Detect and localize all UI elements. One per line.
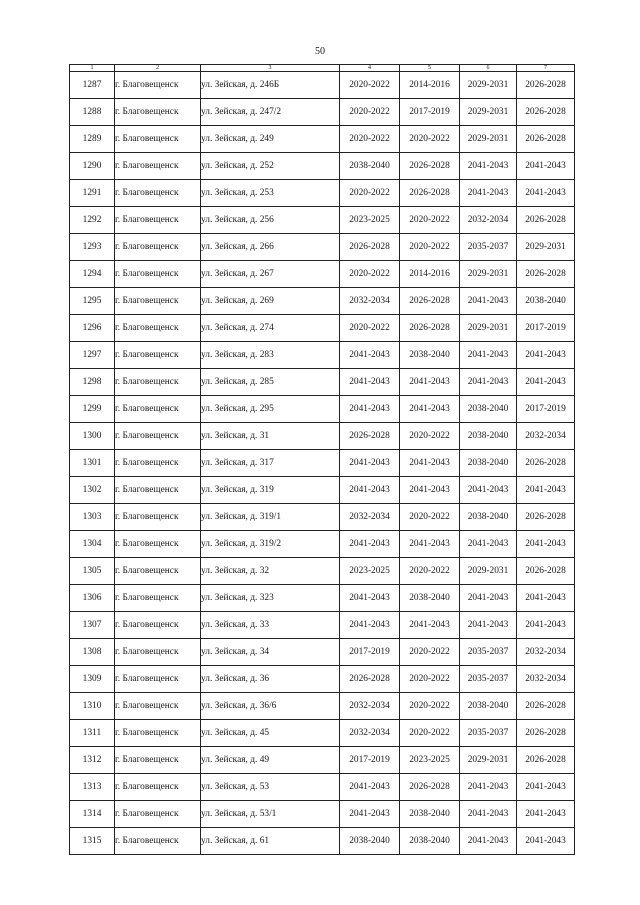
- period-col7: 2026-2028: [517, 126, 575, 153]
- settlement: г. Благовещенск: [115, 369, 201, 396]
- table-row: [70, 153, 575, 180]
- period-col7: 2041-2043: [517, 180, 575, 207]
- address: ул. Зейская, д. 247/2: [201, 99, 340, 126]
- period-col4: 2026-2028: [340, 666, 400, 693]
- settlement: г. Благовещенск: [115, 288, 201, 315]
- table-row: [70, 207, 575, 234]
- row-number: 1303: [70, 504, 115, 531]
- settlement: г. Благовещенск: [115, 72, 201, 99]
- period-col5: 2026-2028: [400, 153, 460, 180]
- period-col5: 2020-2022: [400, 423, 460, 450]
- period-col5: 2026-2028: [400, 180, 460, 207]
- settlement: г. Благовещенск: [115, 612, 201, 639]
- period-col7: 2026-2028: [517, 693, 575, 720]
- period-col5: 2041-2043: [400, 477, 460, 504]
- address: ул. Зейская, д. 252: [201, 153, 340, 180]
- period-col7: 2041-2043: [517, 801, 575, 828]
- period-col5: 2020-2022: [400, 666, 460, 693]
- period-col6: 2029-2031: [460, 747, 517, 774]
- period-col4: 2020-2022: [340, 180, 400, 207]
- row-number: 1288: [70, 99, 115, 126]
- settlement: г. Благовещенск: [115, 423, 201, 450]
- period-col7: 2026-2028: [517, 450, 575, 477]
- period-col5: 2026-2028: [400, 774, 460, 801]
- period-col6: 2029-2031: [460, 99, 517, 126]
- row-number: 1292: [70, 207, 115, 234]
- period-col4: 2032-2034: [340, 693, 400, 720]
- period-col6: 2038-2040: [460, 504, 517, 531]
- row-number: 1305: [70, 558, 115, 585]
- period-col5: 2014-2016: [400, 72, 460, 99]
- table-row: [70, 801, 575, 828]
- period-col4: 2020-2022: [340, 72, 400, 99]
- period-col7: 2026-2028: [517, 72, 575, 99]
- period-col7: 2026-2028: [517, 261, 575, 288]
- period-col5: 2020-2022: [400, 639, 460, 666]
- row-number: 1287: [70, 72, 115, 99]
- row-number: 1310: [70, 693, 115, 720]
- period-col6: 2038-2040: [460, 396, 517, 423]
- row-number: 1295: [70, 288, 115, 315]
- table-row: [70, 72, 575, 99]
- period-col4: 2041-2043: [340, 477, 400, 504]
- period-col7: 2026-2028: [517, 504, 575, 531]
- period-col4: 2041-2043: [340, 342, 400, 369]
- address: ул. Зейская, д. 33: [201, 612, 340, 639]
- period-col5: 2038-2040: [400, 801, 460, 828]
- column-header: 5: [400, 65, 460, 72]
- table-row: [70, 342, 575, 369]
- settlement: г. Благовещенск: [115, 747, 201, 774]
- row-number: 1311: [70, 720, 115, 747]
- row-number: 1304: [70, 531, 115, 558]
- period-col6: 2035-2037: [460, 720, 517, 747]
- table-row: [70, 180, 575, 207]
- settlement: г. Благовещенск: [115, 153, 201, 180]
- address: ул. Зейская, д. 49: [201, 747, 340, 774]
- table-row: [70, 612, 575, 639]
- period-col4: 2032-2034: [340, 720, 400, 747]
- settlement: г. Благовещенск: [115, 585, 201, 612]
- row-number: 1312: [70, 747, 115, 774]
- period-col7: 2026-2028: [517, 207, 575, 234]
- address: ул. Зейская, д. 36: [201, 666, 340, 693]
- period-col4: 2041-2043: [340, 612, 400, 639]
- table-row: [70, 774, 575, 801]
- column-header: 4: [340, 65, 400, 72]
- period-col6: 2041-2043: [460, 531, 517, 558]
- address: ул. Зейская, д. 274: [201, 315, 340, 342]
- settlement: г. Благовещенск: [115, 315, 201, 342]
- table-row: [70, 558, 575, 585]
- settlement: г. Благовещенск: [115, 666, 201, 693]
- column-header: 1: [70, 65, 115, 72]
- period-col5: 2041-2043: [400, 396, 460, 423]
- period-col4: 2038-2040: [340, 828, 400, 855]
- period-col5: 2020-2022: [400, 207, 460, 234]
- settlement: г. Благовещенск: [115, 342, 201, 369]
- period-col4: 2020-2022: [340, 315, 400, 342]
- settlement: г. Благовещенск: [115, 531, 201, 558]
- period-col6: 2029-2031: [460, 261, 517, 288]
- row-number: 1291: [70, 180, 115, 207]
- period-col4: 2017-2019: [340, 747, 400, 774]
- column-header: 3: [201, 65, 340, 72]
- table-row: [70, 720, 575, 747]
- period-col4: 2041-2043: [340, 531, 400, 558]
- column-number-row: [70, 65, 575, 72]
- settlement: г. Благовещенск: [115, 180, 201, 207]
- period-col7: 2032-2034: [517, 639, 575, 666]
- table-row: [70, 747, 575, 774]
- column-header: 2: [115, 65, 201, 72]
- settlement: г. Благовещенск: [115, 207, 201, 234]
- table-row: [70, 450, 575, 477]
- table-row: [70, 315, 575, 342]
- settlement: г. Благовещенск: [115, 828, 201, 855]
- table-row: [70, 693, 575, 720]
- settlement: г. Благовещенск: [115, 558, 201, 585]
- address: ул. Зейская, д. 45: [201, 720, 340, 747]
- table-row: [70, 828, 575, 855]
- settlement: г. Благовещенск: [115, 639, 201, 666]
- period-col6: 2041-2043: [460, 801, 517, 828]
- table-row: [70, 585, 575, 612]
- row-number: 1301: [70, 450, 115, 477]
- period-col4: 2032-2034: [340, 288, 400, 315]
- row-number: 1298: [70, 369, 115, 396]
- period-col6: 2038-2040: [460, 423, 517, 450]
- settlement: г. Благовещенск: [115, 99, 201, 126]
- period-col7: 2026-2028: [517, 747, 575, 774]
- address: ул. Зейская, д. 53: [201, 774, 340, 801]
- period-col5: 2014-2016: [400, 261, 460, 288]
- settlement: г. Благовещенск: [115, 450, 201, 477]
- period-col4: 2020-2022: [340, 99, 400, 126]
- row-number: 1290: [70, 153, 115, 180]
- period-col6: 2041-2043: [460, 828, 517, 855]
- period-col6: 2035-2037: [460, 639, 517, 666]
- row-number: 1299: [70, 396, 115, 423]
- settlement: г. Благовещенск: [115, 693, 201, 720]
- period-col4: 2038-2040: [340, 153, 400, 180]
- period-col6: 2038-2040: [460, 450, 517, 477]
- settlement: г. Благовещенск: [115, 720, 201, 747]
- period-col4: 2041-2043: [340, 396, 400, 423]
- table-row: [70, 126, 575, 153]
- address: ул. Зейская, д. 323: [201, 585, 340, 612]
- period-col6: 2029-2031: [460, 72, 517, 99]
- address: ул. Зейская, д. 249: [201, 126, 340, 153]
- period-col5: 2041-2043: [400, 531, 460, 558]
- period-col6: 2035-2037: [460, 666, 517, 693]
- row-number: 1309: [70, 666, 115, 693]
- period-col4: 2041-2043: [340, 774, 400, 801]
- address: ул. Зейская, д. 36/6: [201, 693, 340, 720]
- period-col4: 2032-2034: [340, 504, 400, 531]
- settlement: г. Благовещенск: [115, 774, 201, 801]
- period-col4: 2026-2028: [340, 234, 400, 261]
- period-col4: 2023-2025: [340, 558, 400, 585]
- period-col7: 2041-2043: [517, 774, 575, 801]
- period-col5: 2026-2028: [400, 288, 460, 315]
- address: ул. Зейская, д. 31: [201, 423, 340, 450]
- table-row: [70, 666, 575, 693]
- column-header: 7: [517, 65, 575, 72]
- period-col5: 2038-2040: [400, 342, 460, 369]
- period-col5: 2020-2022: [400, 720, 460, 747]
- settlement: г. Благовещенск: [115, 504, 201, 531]
- period-col6: 2035-2037: [460, 234, 517, 261]
- address: ул. Зейская, д. 295: [201, 396, 340, 423]
- period-col5: 2041-2043: [400, 612, 460, 639]
- column-header: 6: [460, 65, 517, 72]
- table-row: [70, 288, 575, 315]
- period-col4: 2041-2043: [340, 585, 400, 612]
- table-row: [70, 369, 575, 396]
- period-col6: 2041-2043: [460, 342, 517, 369]
- period-col7: 2041-2043: [517, 585, 575, 612]
- period-col5: 2041-2043: [400, 450, 460, 477]
- row-number: 1307: [70, 612, 115, 639]
- period-col5: 2038-2040: [400, 828, 460, 855]
- row-number: 1293: [70, 234, 115, 261]
- period-col5: 2020-2022: [400, 126, 460, 153]
- period-col6: 2041-2043: [460, 585, 517, 612]
- period-col7: 2029-2031: [517, 234, 575, 261]
- table-row: [70, 423, 575, 450]
- period-col5: 2026-2028: [400, 315, 460, 342]
- row-number: 1294: [70, 261, 115, 288]
- period-col6: 2041-2043: [460, 369, 517, 396]
- address: ул. Зейская, д. 269: [201, 288, 340, 315]
- address: ул. Зейская, д. 267: [201, 261, 340, 288]
- period-col7: 2041-2043: [517, 153, 575, 180]
- row-number: 1308: [70, 639, 115, 666]
- period-col4: 2020-2022: [340, 126, 400, 153]
- period-col5: 2020-2022: [400, 693, 460, 720]
- period-col5: 2017-2019: [400, 99, 460, 126]
- row-number: 1313: [70, 774, 115, 801]
- period-col6: 2041-2043: [460, 477, 517, 504]
- period-col6: 2032-2034: [460, 207, 517, 234]
- period-col7: 2026-2028: [517, 720, 575, 747]
- address: ул. Зейская, д. 246Б: [201, 72, 340, 99]
- period-col5: 2023-2025: [400, 747, 460, 774]
- address: ул. Зейская, д. 32: [201, 558, 340, 585]
- period-col4: 2041-2043: [340, 801, 400, 828]
- settlement: г. Благовещенск: [115, 261, 201, 288]
- address: ул. Зейская, д. 317: [201, 450, 340, 477]
- table-body: [70, 72, 575, 855]
- address: ул. Зейская, д. 256: [201, 207, 340, 234]
- address: ул. Зейская, д. 283: [201, 342, 340, 369]
- period-col5: 2020-2022: [400, 504, 460, 531]
- period-col4: 2020-2022: [340, 261, 400, 288]
- period-col7: 2026-2028: [517, 558, 575, 585]
- address: ул. Зейская, д. 34: [201, 639, 340, 666]
- address: ул. Зейская, д. 53/1: [201, 801, 340, 828]
- period-col6: 2041-2043: [460, 288, 517, 315]
- period-col6: 2041-2043: [460, 153, 517, 180]
- period-col7: 2041-2043: [517, 369, 575, 396]
- address: ул. Зейская, д. 319/2: [201, 531, 340, 558]
- period-col6: 2041-2043: [460, 180, 517, 207]
- row-number: 1314: [70, 801, 115, 828]
- table-row: [70, 261, 575, 288]
- address: ул. Зейская, д. 319/1: [201, 504, 340, 531]
- period-col6: 2041-2043: [460, 612, 517, 639]
- period-col5: 2038-2040: [400, 585, 460, 612]
- address: ул. Зейская, д. 285: [201, 369, 340, 396]
- row-number: 1296: [70, 315, 115, 342]
- period-col5: 2041-2043: [400, 369, 460, 396]
- settlement: г. Благовещенск: [115, 126, 201, 153]
- period-col5: 2020-2022: [400, 234, 460, 261]
- period-col7: 2041-2043: [517, 531, 575, 558]
- period-col4: 2026-2028: [340, 423, 400, 450]
- table-row: [70, 477, 575, 504]
- period-col7: 2026-2028: [517, 99, 575, 126]
- period-col6: 2038-2040: [460, 693, 517, 720]
- table-row: [70, 234, 575, 261]
- period-col7: 2017-2019: [517, 396, 575, 423]
- period-col5: 2020-2022: [400, 558, 460, 585]
- table-row: [70, 639, 575, 666]
- settlement: г. Благовещенск: [115, 234, 201, 261]
- row-number: 1302: [70, 477, 115, 504]
- row-number: 1289: [70, 126, 115, 153]
- address: ул. Зейская, д. 61: [201, 828, 340, 855]
- table-row: [70, 99, 575, 126]
- period-col7: 2041-2043: [517, 828, 575, 855]
- row-number: 1306: [70, 585, 115, 612]
- period-col7: 2041-2043: [517, 612, 575, 639]
- period-col7: 2038-2040: [517, 288, 575, 315]
- table-row: [70, 504, 575, 531]
- period-col6: 2041-2043: [460, 774, 517, 801]
- period-col7: 2017-2019: [517, 315, 575, 342]
- period-col4: 2017-2019: [340, 639, 400, 666]
- address: ул. Зейская, д. 266: [201, 234, 340, 261]
- row-number: 1315: [70, 828, 115, 855]
- address: ул. Зейская, д. 253: [201, 180, 340, 207]
- period-col4: 2023-2025: [340, 207, 400, 234]
- period-col7: 2032-2034: [517, 423, 575, 450]
- period-col7: 2041-2043: [517, 477, 575, 504]
- table-row: [70, 396, 575, 423]
- settlement: г. Благовещенск: [115, 801, 201, 828]
- page-number: 50: [315, 46, 325, 57]
- period-col6: 2029-2031: [460, 126, 517, 153]
- housing-register-table: [69, 64, 575, 855]
- period-col7: 2032-2034: [517, 666, 575, 693]
- period-col7: 2041-2043: [517, 342, 575, 369]
- row-number: 1297: [70, 342, 115, 369]
- period-col6: 2029-2031: [460, 315, 517, 342]
- period-col4: 2041-2043: [340, 450, 400, 477]
- address: ул. Зейская, д. 319: [201, 477, 340, 504]
- period-col6: 2029-2031: [460, 558, 517, 585]
- row-number: 1300: [70, 423, 115, 450]
- settlement: г. Благовещенск: [115, 477, 201, 504]
- period-col4: 2041-2043: [340, 369, 400, 396]
- settlement: г. Благовещенск: [115, 396, 201, 423]
- table-row: [70, 531, 575, 558]
